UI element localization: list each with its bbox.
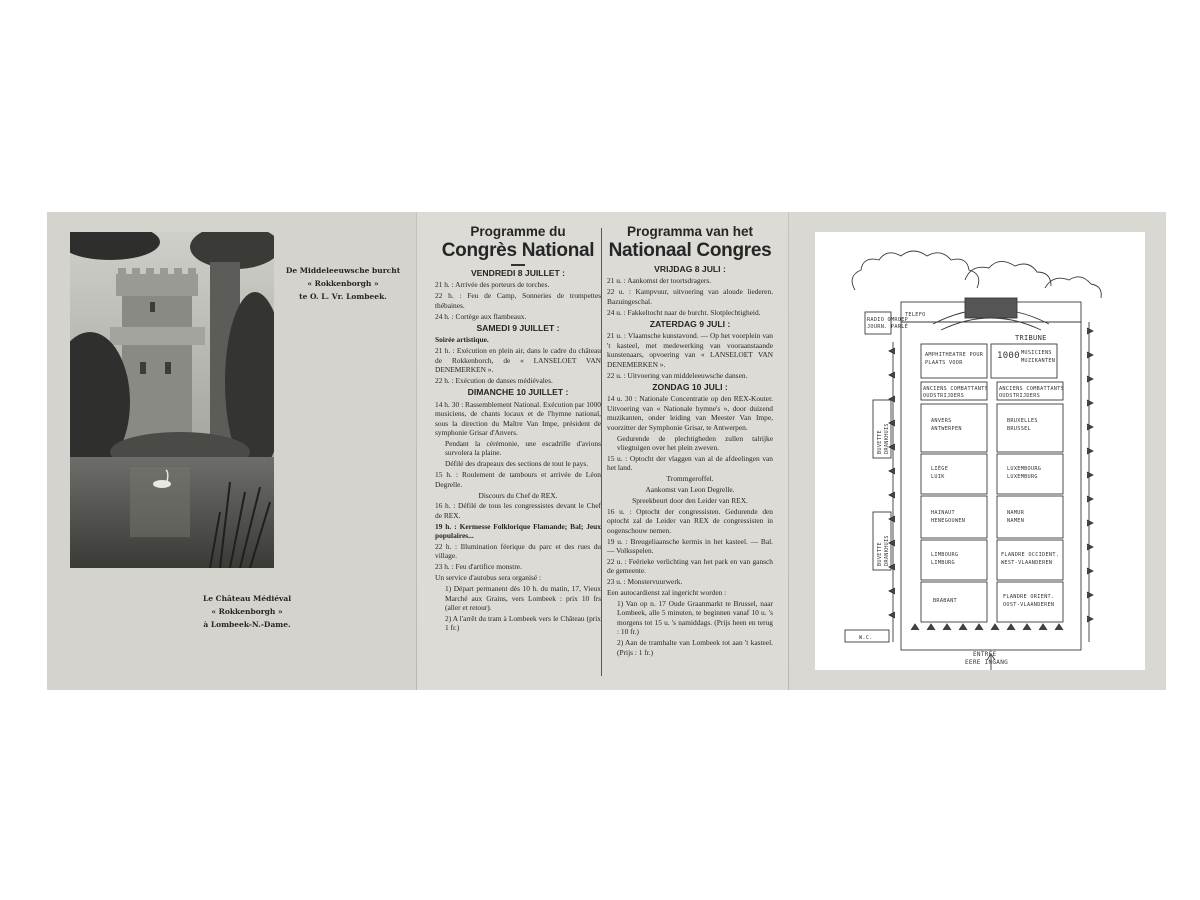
program-nl-title-2: Nationaal Congres bbox=[608, 240, 772, 261]
program-item: Défilé des drapeaux des sections de tout le pays. bbox=[445, 459, 589, 469]
day-subheading: Soirée artistique. bbox=[435, 335, 489, 345]
column-divider bbox=[601, 228, 602, 676]
program-item: 24 u. : Fakkeltocht naar de burcht. Slotplechtigheid. bbox=[607, 307, 761, 317]
program-item: Pendant la cérémonie, une escadrille d'avions survolera la plaine. bbox=[445, 439, 601, 458]
map-cell-label: ANVERS bbox=[931, 418, 952, 424]
map-label: EERE INGANG bbox=[965, 659, 1009, 666]
day-heading: SAMEDI 9 JUILLET : bbox=[476, 323, 560, 334]
map-label: AMPHITHEATRE POUR bbox=[925, 352, 984, 358]
program-item: Gedurende de plechtigheden zullen talrijke vliegtuigen over het plein zweven. bbox=[617, 433, 773, 452]
map-label: OUDSTRIJDERS bbox=[999, 393, 1041, 399]
program-item: 22 h. : Feu de Camp, Sonneries de trompettes thébaines. bbox=[435, 291, 601, 310]
map-cell-label: HENEGOUWEN bbox=[931, 518, 966, 524]
map-cell-label: LUXEMBOURG bbox=[1007, 466, 1042, 472]
map-label: BUVETTE bbox=[877, 542, 883, 566]
program-fr-title-1: Programme du bbox=[470, 224, 566, 239]
site-map bbox=[815, 232, 1145, 670]
map-label: ANCIENS COMBATTANTS bbox=[999, 386, 1065, 392]
caption-nl-line: De Middeleeuwsche burcht bbox=[285, 266, 401, 275]
program-item: Un service d'autobus sera organisé : bbox=[435, 573, 542, 583]
map-cell-label: NAMEN bbox=[1007, 518, 1025, 524]
map-cell-label: BRABANT bbox=[933, 598, 957, 604]
map-label: OUDSTRIJDERS bbox=[923, 393, 965, 399]
program-item: 1) Départ permanent dès 10 h. du matin, 17, Vieux Marché aux Grains, vers Lombeek : prix 10 frs (aller et retour). bbox=[445, 584, 601, 612]
map-cell-label: BRUSSEL bbox=[1007, 426, 1031, 432]
program-dutch bbox=[607, 224, 773, 658]
program-item: Trommgeroffel. bbox=[666, 474, 714, 484]
map-label: ENTRÉE bbox=[973, 651, 997, 658]
program-item: 21 h. : Exécution en plein air, dans le cadre du château de Rokkenborch, de « LANSELOET VAN DENEMERKEN ». bbox=[435, 346, 601, 375]
caption-fr-line: Le Château Médiéval bbox=[202, 594, 292, 603]
program-item: 22 u. : Feërieke verlichting van het park en van gansch de gemeente. bbox=[607, 556, 773, 576]
program-item: Discours du Chef de REX. bbox=[478, 490, 558, 500]
program-item: 2) Aan de tramhalte van Lombeek tot aan 't kasteel. (Prijs : 1 fr.) bbox=[617, 638, 773, 657]
map-label: MUSICIENS bbox=[1021, 350, 1052, 356]
program-fr-title-2: Congrès National bbox=[441, 240, 595, 261]
map-cell-label: WEST-VLAANDEREN bbox=[1001, 560, 1053, 566]
map-label: TELEFO bbox=[905, 312, 926, 318]
castle-photo bbox=[70, 232, 274, 568]
title-divider bbox=[511, 264, 525, 266]
map-label: JOURN. PARLÉ bbox=[867, 324, 909, 330]
program-item: 21 h. : Arrivée des porteurs de torches. bbox=[435, 280, 550, 290]
map-label: PLAATS VOOR bbox=[925, 360, 963, 366]
map-cell-label: FLANDRE ORIENT. bbox=[1003, 594, 1055, 600]
day-heading: VENDREDI 8 JUILLET : bbox=[470, 268, 566, 278]
program-item: 21 u. : Vlaamsche kunstavond. — Op het voorplein van 't kasteel, met medewerking van vooraanstaande kunstenaars, opvoering van « LANSELOET VAN DENEMERKEN ». bbox=[607, 331, 773, 369]
day-heading: VRIJDAG 8 JULI : bbox=[654, 264, 726, 274]
map-cell-label: LIMBURG bbox=[931, 560, 955, 566]
program-nl-title-1: Programma van het bbox=[626, 224, 754, 239]
map-cell-label: BRUXELLES bbox=[1007, 418, 1038, 424]
map-label: TRIBUNE bbox=[1015, 334, 1047, 342]
map-cell-label: LUIK bbox=[931, 474, 945, 480]
program-item: 19 u. : Breugeliaansche kermis in het kasteel. — Bal. — Volksspelen. bbox=[607, 536, 773, 555]
program-item: Spreekbeurt door den Leider van REX. bbox=[632, 495, 748, 505]
map-label: BUVETTE bbox=[877, 430, 883, 454]
map-label: DRANKHUIS bbox=[884, 423, 890, 454]
program-item: 1) Van op n. 17 Oude Graanmarkt te Brussel, naar Lombeek, alle 5 minuten, te beginnen vanaf 10 u. 's morgens tot 15 u. 's namiddags. (Prijs heen en terug : 10 fr.) bbox=[617, 599, 773, 637]
caption-french bbox=[177, 592, 317, 631]
day-heading: DIMANCHE 10 JUILLET : bbox=[467, 387, 569, 398]
map-cell-label: NAMUR bbox=[1007, 510, 1025, 516]
program-item: 22 u. : Kampvuur, uitvoering van aloude liederen. Bazuingeschal. bbox=[607, 287, 773, 306]
program-item: 22 h. : Illumination féerique du parc et des rues du village. bbox=[435, 542, 601, 561]
day-heading: ZATERDAG 9 JULI : bbox=[649, 319, 731, 330]
program-item: 23 u. : Monstervuurwerk. bbox=[607, 577, 683, 587]
program-item: 2) A l'arrêt du tram à Lombeek vers le Château (prix 1 fr.) bbox=[445, 613, 601, 633]
map-cell-label: HAINAUT bbox=[931, 510, 955, 516]
program-item: 15 h. : Roulement de tambours et arrivée de Léon Degrelle. bbox=[435, 470, 601, 489]
program-item: 16 u. : Optocht der congressisten. Gedurende den optocht zal de Leider van REX de congressisten in oogenschouw nemen. bbox=[607, 506, 773, 535]
map-cell-label: FLANDRE OCCIDENT. bbox=[1001, 552, 1060, 558]
map-label: RADIO OMROEP bbox=[867, 317, 909, 323]
program-item: 19 h. : Kermesse Folklorique Flamande; Bal; Jeux populaires... bbox=[435, 521, 601, 541]
map-panel bbox=[789, 212, 1166, 690]
program-item: 14 u. 30 : Nationale Concentratie op den REX-Kouter. Uitvoering van « Nationale hymne's », door duizend muzikanten, onder leiding van Meester Van Impe, voorzitter der Symphonie Grisar, te Antwerpen. bbox=[607, 394, 773, 432]
caption-nl-line: « Rokkenborgh » bbox=[307, 279, 379, 288]
caption-dutch bbox=[283, 264, 403, 303]
map-label: DRANKHUIS bbox=[884, 535, 890, 566]
program-item: 23 h. : Feu d'artifice monstre. bbox=[435, 562, 522, 572]
map-cell-label: LUXEMBURG bbox=[1007, 474, 1038, 480]
program-french bbox=[435, 224, 601, 634]
program-panel bbox=[417, 212, 789, 690]
caption-nl-line: te O. L. Vr. Lombeek. bbox=[299, 292, 387, 301]
program-item: 21 u. : Aankomst der toortsdragers. bbox=[607, 276, 712, 286]
program-item: 24 h. : Cortège aux flambeaux. bbox=[435, 311, 527, 321]
map-cell-label: LIMBOURG bbox=[931, 552, 959, 558]
program-item: Een autocardienst zal ingericht worden : bbox=[607, 588, 727, 598]
map-label: W.C. bbox=[859, 635, 873, 641]
program-item: Aankomst van Leon Degrelle. bbox=[645, 485, 735, 495]
brochure bbox=[47, 212, 1166, 690]
program-item: 22 h. : Exécution de danses médiévales. bbox=[435, 376, 553, 386]
map-cell-label: OOST-VLAANDEREN bbox=[1003, 602, 1055, 608]
program-item: 16 h. : Défilé de tous les congressistes devant le Chef de REX. bbox=[435, 501, 601, 520]
program-item: 15 u. : Optocht der vlaggen van al de afdeelingen van het land. bbox=[607, 453, 773, 473]
program-item: 22 u. : Uitvoering van middeleeuwsche dansen. bbox=[607, 370, 748, 380]
caption-fr-line: à Lombeek-N.-Dame. bbox=[203, 620, 291, 629]
map-label: MUZIKANTEN bbox=[1021, 358, 1056, 364]
program-item: 14 h. 30 : Rassemblement National. Exécution par 1000 musiciens, de chants locaux et de l'hymne national, sous la direction du Maître Van Impe, président de symphonie Grisar d'Anvers. bbox=[435, 399, 601, 438]
map-label: 1000 bbox=[997, 351, 1020, 361]
left-panel bbox=[47, 212, 417, 690]
caption-fr-line: « Rokkenborgh » bbox=[211, 607, 283, 616]
map-label: ANCIENS COMBATTANTS bbox=[923, 386, 989, 392]
map-cell-label: LIÈGE bbox=[931, 466, 949, 472]
day-heading: ZONDAG 10 JULI : bbox=[652, 381, 728, 392]
map-cell-label: ANTWERPEN bbox=[931, 426, 962, 432]
